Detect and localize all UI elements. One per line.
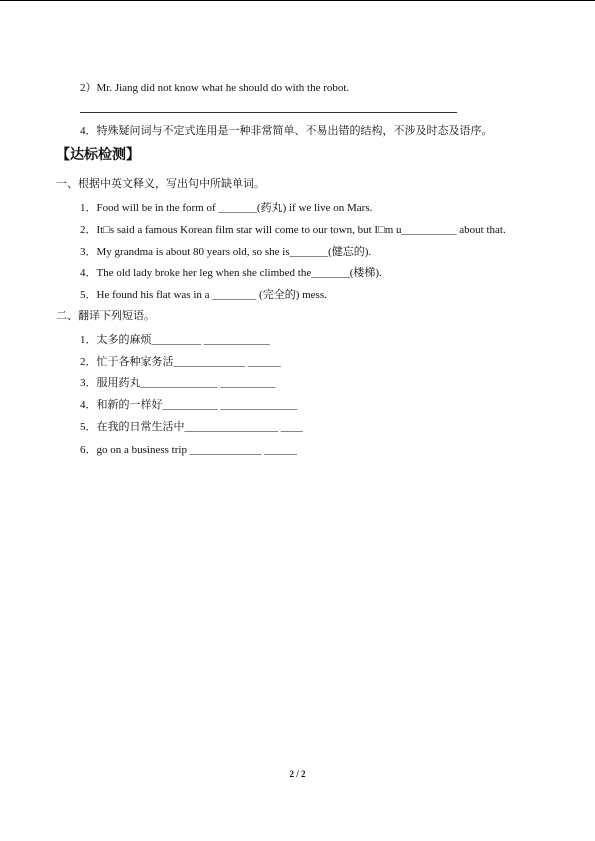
part1-item-1: 1．Food will be in the form of _______(药丸) if we live on Mars.	[80, 202, 373, 214]
part1-item-3: 3．My grandma is about 80 years old, so she is_______(健忘的).	[80, 246, 372, 258]
part1-title: 一、根据中英文释义，写出句中所缺单词。	[56, 178, 265, 190]
part2-item-3: 3．服用药丸______________ __________	[80, 377, 276, 389]
part1-item-2: 2．It□s said a famous Korean film star will come to our town, but I□m u__________ about that.	[80, 224, 506, 236]
part2-item-5: 5．在我的日常生活中_________________ ____	[80, 421, 303, 433]
part2-item-2: 2．忙于各种家务活_____________ ______	[80, 356, 281, 368]
prev-item-4: 4．特殊疑问词与不定式连用是一种非常简单、不易出错的结构，不涉及时态及语序。	[80, 125, 493, 137]
prev-item-2: 2）Mr. Jiang did not know what he should do with the robot.	[80, 82, 350, 94]
part2-title: 二、翻译下列短语。	[56, 310, 155, 322]
top-border	[0, 0, 595, 1]
part2-item-4: 4．和新的一样好__________ ______________	[80, 399, 298, 411]
page-number: 2 / 2	[289, 769, 306, 779]
part1-item-4: 4．The old lady broke her leg when she climbed the_______(楼梯).	[80, 267, 382, 279]
section-title: 【达标检测】	[56, 147, 140, 163]
part2-item-6: 6．go on a business trip _____________ ______	[80, 444, 297, 456]
part1-item-5: 5．He found his flat was in a ________ (完全的) mess.	[80, 289, 327, 301]
answer-blank-line	[80, 112, 457, 113]
part2-item-1: 1．太多的麻烦_________ ____________	[80, 334, 270, 346]
